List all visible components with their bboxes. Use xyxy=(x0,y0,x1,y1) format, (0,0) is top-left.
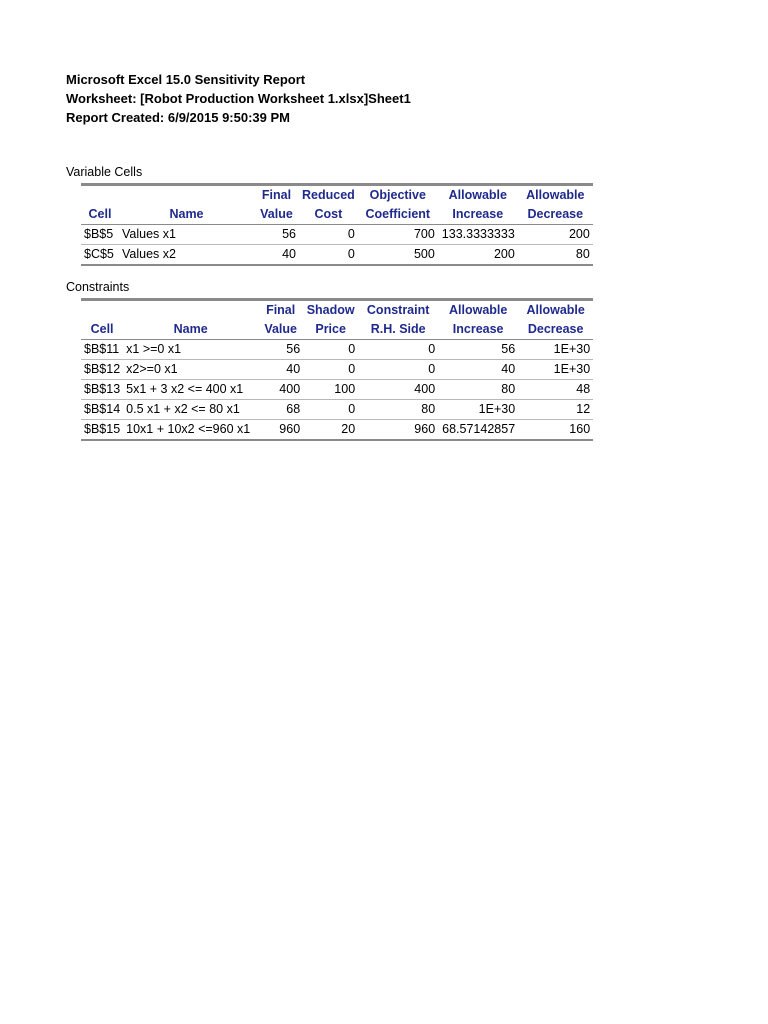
reduced-cost: 0 xyxy=(299,245,358,266)
constraint-rh-side: 400 xyxy=(358,380,438,400)
worksheet-name: Worksheet: [Robot Production Worksheet 1.xlsx]Sheet1 xyxy=(66,91,411,106)
header-cell xyxy=(119,185,254,206)
allowable-increase: 133.3333333 xyxy=(438,225,518,245)
header-cell xyxy=(123,300,258,321)
header-cell: R.H. Side xyxy=(358,320,438,340)
header-cell: Value xyxy=(254,205,299,225)
variable-cells-header-bottom xyxy=(81,205,593,225)
header-cell: Decrease xyxy=(518,320,593,340)
cell-ref: $B$14 xyxy=(81,400,123,420)
header-cell: Cell xyxy=(81,320,123,340)
allowable-increase: 80 xyxy=(438,380,518,400)
header-cell: Value xyxy=(258,320,303,340)
header-cell: Coefficient xyxy=(358,205,438,225)
objective-coefficient: 700 xyxy=(358,225,438,245)
final-value: 68 xyxy=(258,400,303,420)
shadow-price: 0 xyxy=(303,360,358,380)
header-cell: Shadow xyxy=(303,300,358,321)
cell-ref: $B$12 xyxy=(81,360,123,380)
allowable-decrease: 160 xyxy=(518,420,593,441)
header-cell: Allowable xyxy=(438,185,518,206)
cell-ref: $B$11 xyxy=(81,340,123,360)
header-cell: Allowable xyxy=(518,300,593,321)
header-cell: Final xyxy=(258,300,303,321)
constraint-rh-side: 80 xyxy=(358,400,438,420)
header-cell xyxy=(81,185,119,206)
reduced-cost: 0 xyxy=(299,225,358,245)
header-cell: Decrease xyxy=(518,205,593,225)
allowable-decrease: 1E+30 xyxy=(518,340,593,360)
header-cell: Allowable xyxy=(518,185,593,206)
shadow-price: 0 xyxy=(303,400,358,420)
final-value: 400 xyxy=(258,380,303,400)
header-cell: Increase xyxy=(438,320,518,340)
allowable-decrease: 1E+30 xyxy=(518,360,593,380)
table-row xyxy=(81,400,593,420)
header-cell: Price xyxy=(303,320,358,340)
report-header xyxy=(66,70,411,127)
report-created: Report Created: 6/9/2015 9:50:39 PM xyxy=(66,110,290,125)
shadow-price: 20 xyxy=(303,420,358,441)
variable-cells-table xyxy=(81,183,593,266)
cell-name: 10x1 + 10x2 <=960 x1 xyxy=(123,420,258,441)
constraints-header-bottom xyxy=(81,320,593,340)
cell-ref: $B$13 xyxy=(81,380,123,400)
allowable-decrease: 48 xyxy=(518,380,593,400)
cell-ref: $B$5 xyxy=(81,225,119,245)
allowable-increase: 68.57142857 xyxy=(438,420,518,441)
allowable-increase: 1E+30 xyxy=(438,400,518,420)
header-cell: Increase xyxy=(438,205,518,225)
report-title: Microsoft Excel 15.0 Sensitivity Report xyxy=(66,72,306,87)
header-cell: Cell xyxy=(81,205,119,225)
table-row xyxy=(81,245,593,266)
cell-name: x2>=0 x1 xyxy=(123,360,258,380)
cell-ref: $C$5 xyxy=(81,245,119,266)
constraints-table xyxy=(81,298,593,441)
constraint-rh-side: 0 xyxy=(358,340,438,360)
constraint-rh-side: 960 xyxy=(358,420,438,441)
final-value: 40 xyxy=(254,245,299,266)
allowable-decrease: 12 xyxy=(518,400,593,420)
table-row xyxy=(81,360,593,380)
allowable-increase: 200 xyxy=(438,245,518,266)
constraints-label: Constraints xyxy=(66,280,130,294)
header-cell: Reduced xyxy=(299,185,358,206)
table-row xyxy=(81,420,593,441)
variable-cells-label: Variable Cells xyxy=(66,165,143,179)
allowable-decrease: 80 xyxy=(518,245,593,266)
final-value: 56 xyxy=(258,340,303,360)
final-value: 56 xyxy=(254,225,299,245)
header-cell: Allowable xyxy=(438,300,518,321)
cell-name: 5x1 + 3 x2 <= 400 x1 xyxy=(123,380,258,400)
table-row xyxy=(81,340,593,360)
cell-name: Values x2 xyxy=(119,245,254,266)
table-row xyxy=(81,225,593,245)
final-value: 40 xyxy=(258,360,303,380)
objective-coefficient: 500 xyxy=(358,245,438,266)
table-row xyxy=(81,380,593,400)
cell-name: x1 >=0 x1 xyxy=(123,340,258,360)
header-cell: Name xyxy=(123,320,258,340)
shadow-price: 100 xyxy=(303,380,358,400)
shadow-price: 0 xyxy=(303,340,358,360)
header-cell: Final xyxy=(254,185,299,206)
cell-ref: $B$15 xyxy=(81,420,123,441)
header-cell: Name xyxy=(119,205,254,225)
constraint-rh-side: 0 xyxy=(358,360,438,380)
final-value: 960 xyxy=(258,420,303,441)
header-cell: Objective xyxy=(358,185,438,206)
constraints-header-top xyxy=(81,300,593,321)
allowable-increase: 56 xyxy=(438,340,518,360)
cell-name: Values x1 xyxy=(119,225,254,245)
variable-cells-header-top xyxy=(81,185,593,206)
header-cell: Constraint xyxy=(358,300,438,321)
allowable-increase: 40 xyxy=(438,360,518,380)
allowable-decrease: 200 xyxy=(518,225,593,245)
header-cell: Cost xyxy=(299,205,358,225)
cell-name: 0.5 x1 + x2 <= 80 x1 xyxy=(123,400,258,420)
header-cell xyxy=(81,300,123,321)
